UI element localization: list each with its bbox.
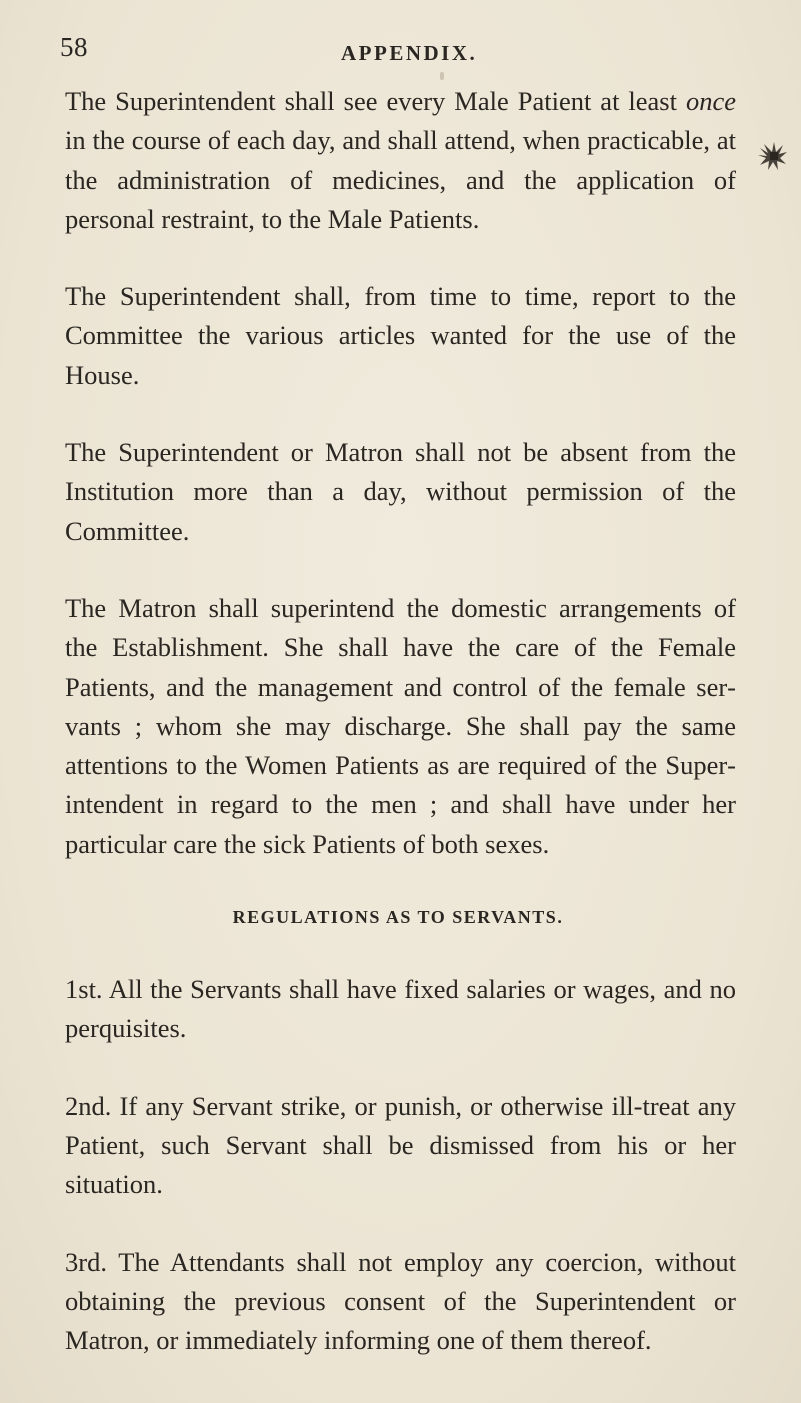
page-number: 58 <box>60 32 88 62</box>
paragraph-text: in the course of each day, and shall attend, when practicable, at the administration of medicines, and the application of personal restraint, to the Male Patients. <box>65 125 736 234</box>
spacer <box>60 931 736 970</box>
page-header <box>60 32 480 72</box>
spacer <box>60 395 736 433</box>
ink-speck <box>440 72 444 80</box>
spacer <box>60 1049 736 1087</box>
emphasis-word: once <box>685 86 736 116</box>
spacer <box>60 239 736 277</box>
spacer <box>60 551 736 589</box>
spacer <box>60 864 736 903</box>
paragraph-text: The Superintendent shall see every Male Patient at least <box>65 86 686 116</box>
paragraph-absence: The Superintendent or Matron shall not be absent from the Institution more than a day, without permission of the Committee. <box>65 437 736 546</box>
regulation-item-3: 3rd. The Attendants shall not employ any coercion, without obtaining the previous consent of the Superintendent or Matron, or immediately informing one of them thereof. <box>65 1246 736 1356</box>
regulation-item-1: 1st. All the Servants shall have fixed salaries or wages, and no perquisites. <box>65 974 736 1044</box>
regulation-item-2: 2nd. If any Servant strike, or punish, or otherwise ill-treat any Patient, such Servant shall be dismissed from his or her situation. <box>65 1090 736 1200</box>
paragraph-matron-duties: The Matron shall superintend the domestic arrangements of the Establishment. She shall have the care of the Female Patients, and the management and control of the female servants ; whom she may discharge. She shall pay the same attentions to the Women Patients as are required of the Superintendent in regard to the men ; and shall have under her particular care the sick Patients of both sexes. <box>65 592 736 859</box>
section-heading: REGULATIONS AS TO SERVANTS. <box>232 907 564 928</box>
running-head: APPENDIX. <box>341 41 478 65</box>
ink-stain-icon <box>756 140 790 174</box>
paragraph-superintendent-visits <box>60 82 736 239</box>
paragraph-superintendent-report: The Superintendent shall, from time to time, report to the Committee the various articles wanted for the use of the House. <box>65 281 736 390</box>
page-body <box>60 82 736 1360</box>
spacer <box>60 1205 736 1243</box>
